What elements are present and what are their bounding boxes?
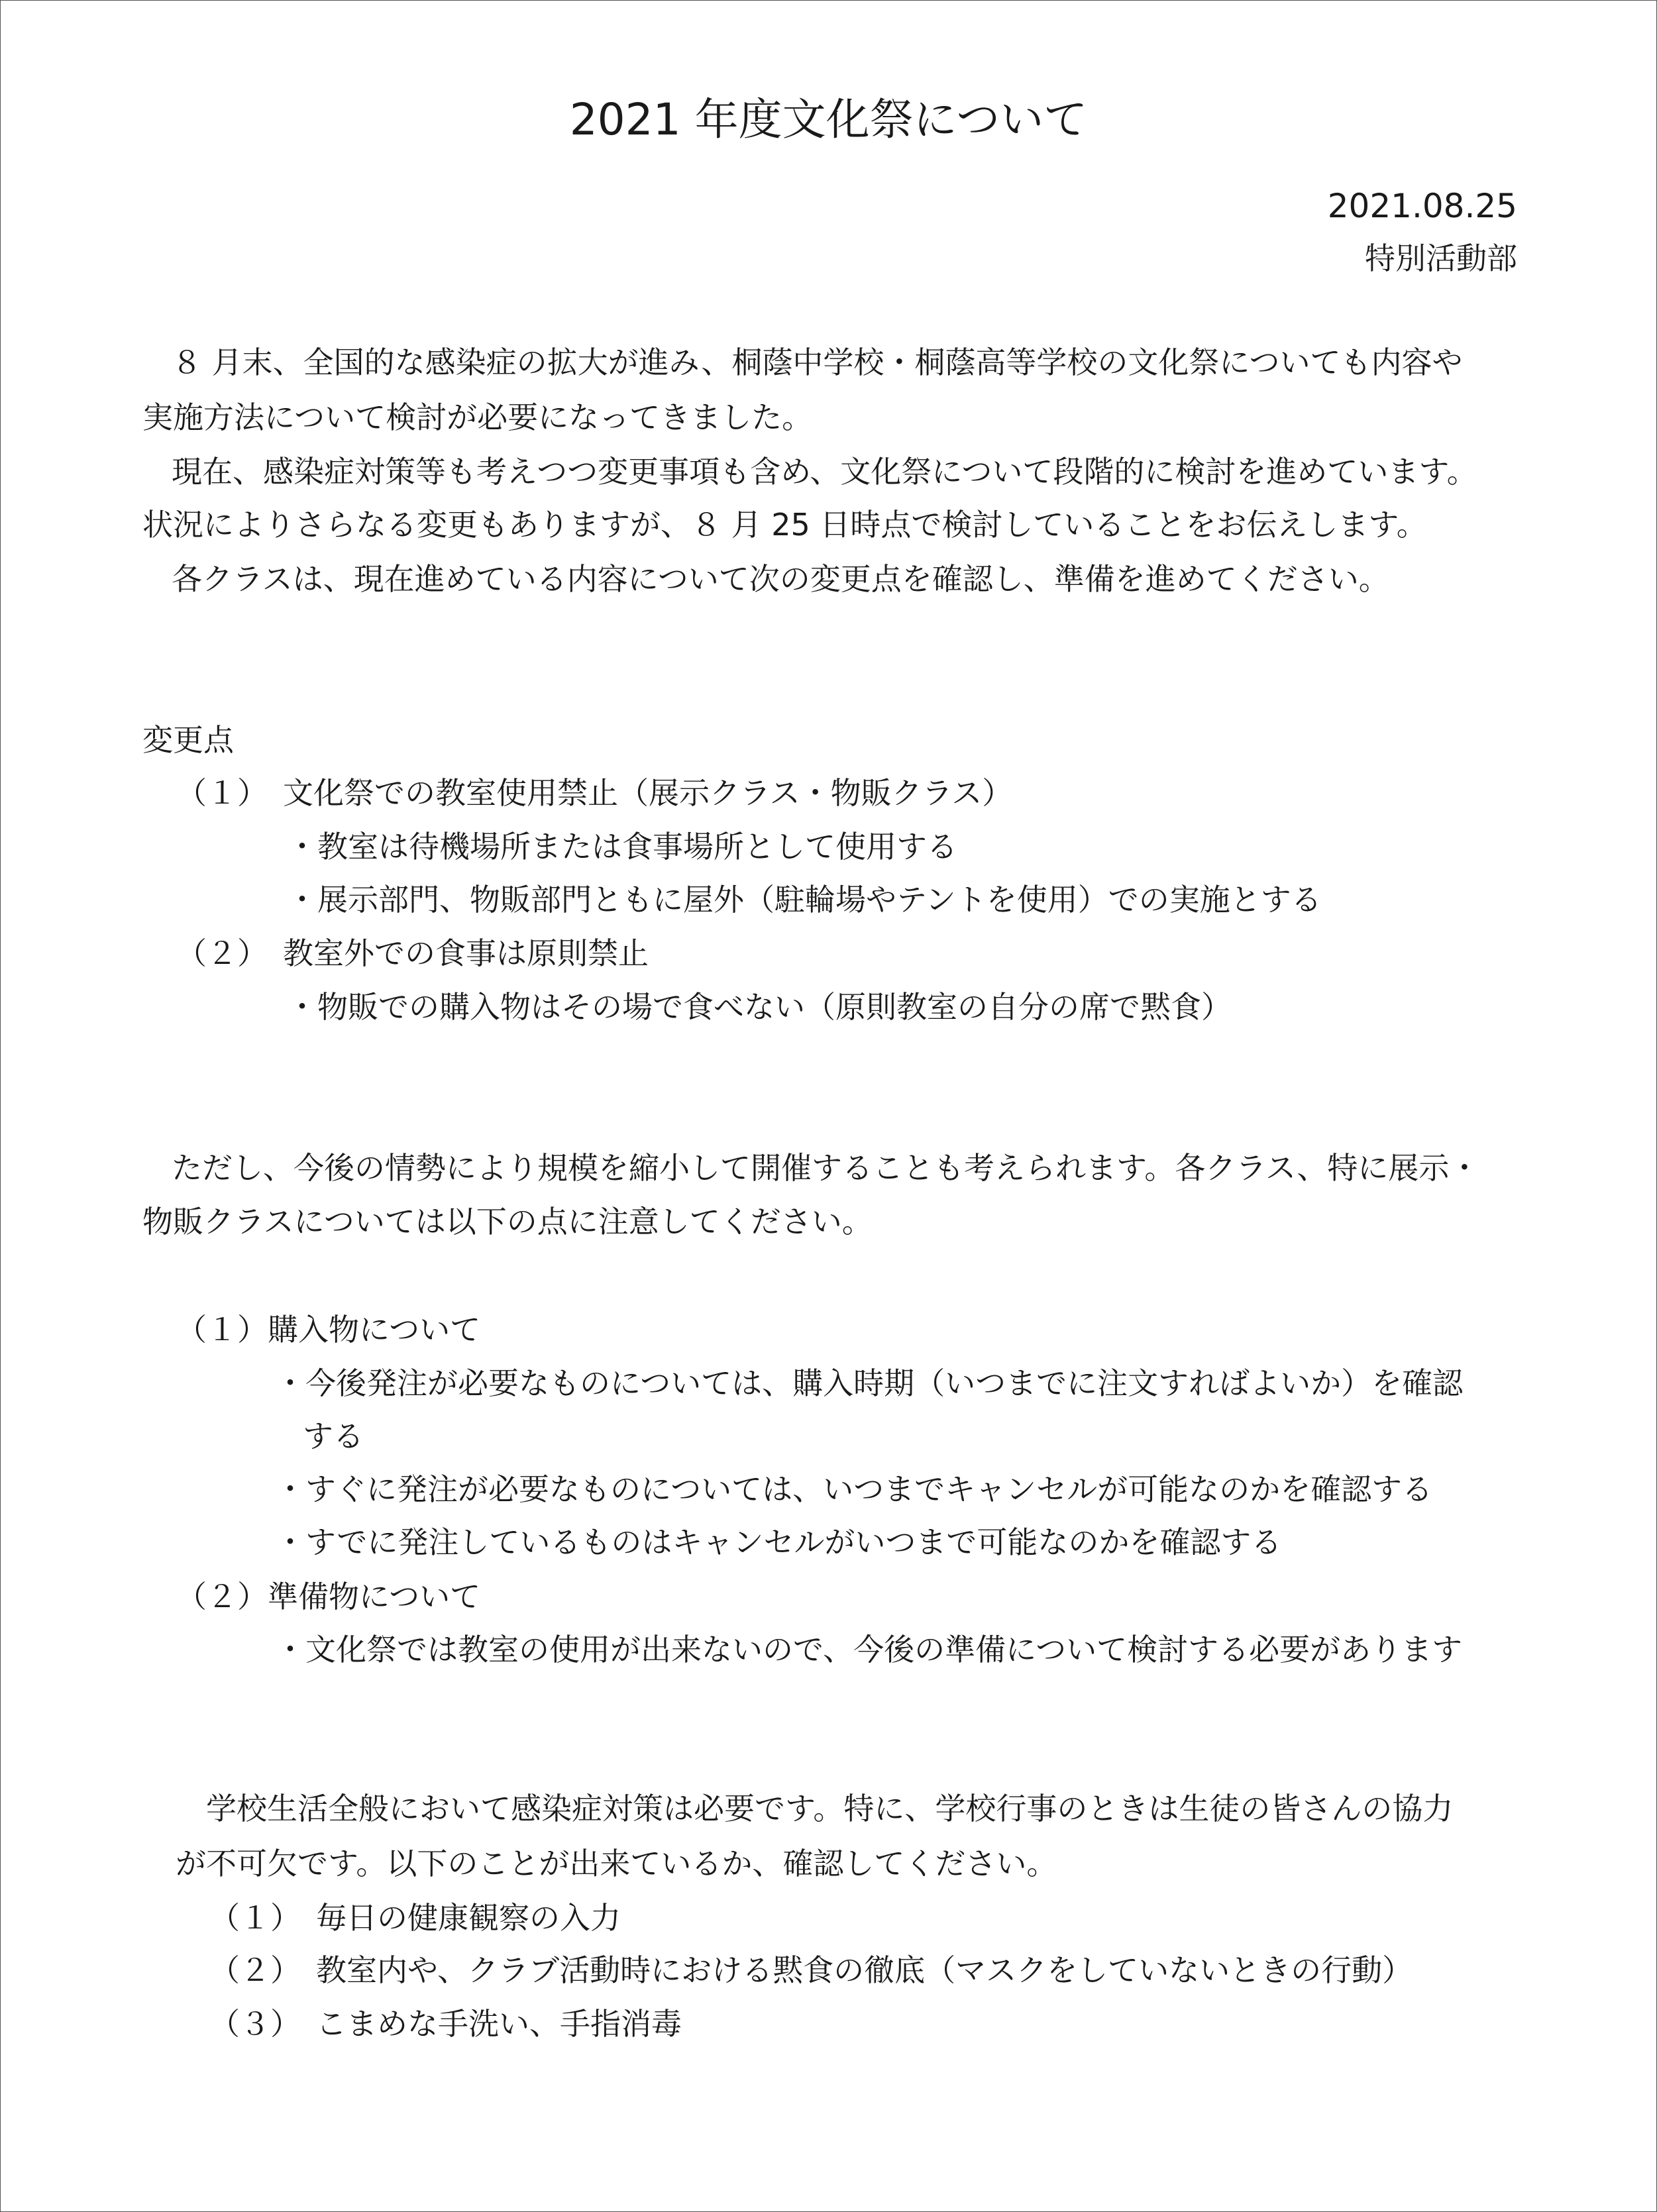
purchase-bullet-continuation: する: [303, 1418, 364, 1454]
intro-line: 各クラスは、現在進めている内容について次の変更点を確認し、準備を進めてください。: [172, 561, 1389, 597]
caution-line: ただし、今後の情勢により規模を縮小して開催することも考えられます。各クラス、特に展示・: [172, 1150, 1480, 1186]
purchase-bullet: ・すでに発注しているものはキャンセルがいつまで可能なのかを確認する: [275, 1524, 1282, 1560]
changes-heading: 変更点: [142, 722, 234, 758]
document-date: 2021.08.25: [1327, 187, 1517, 225]
purchase-bullet: ・すぐに発注が必要なものについては、いつまでキャンセルが可能なのかを確認する: [275, 1471, 1433, 1507]
preparation-label: （２）準備物について: [176, 1579, 481, 1614]
closing-line: 学校生活全般において感染症対策は必要です。特に、学校行事のときは生徒の皆さんの協力: [206, 1791, 1454, 1826]
intro-line: 状況によりさらなる変更もありますが、８ 月 25 日時点で検討していることをお伝えします。: [142, 507, 1427, 543]
change-item-bullet: ・展示部門、物販部門ともに屋外（駐輪場やテントを使用）での実施とする: [287, 882, 1322, 918]
change-item-label: （２） 教室外での食事は原則禁止: [176, 935, 649, 971]
closing-line: が不可欠です。以下のことが出来ているか、確認してください。: [176, 1846, 1057, 1881]
checklist-item: （１） 毎日の健康観察の入力: [209, 1900, 621, 1936]
document-title: 2021 年度文化祭について: [569, 94, 1088, 145]
checklist-item: （２） 教室内や、クラブ活動時における黙食の徹底（マスクをしていないときの行動）: [209, 1952, 1413, 1988]
caution-line: 物販クラスについては以下の点に注意してください。: [142, 1204, 873, 1239]
issuing-department: 特別活動部: [1365, 240, 1517, 276]
purchase-label: （１）購入物について: [176, 1312, 481, 1347]
preparation-bullet: ・文化祭では教室の使用が出来ないので、今後の準備について検討する必要があります: [275, 1632, 1463, 1667]
change-item-bullet: ・物販での購入物はその場で食べない（原則教室の自分の席で黙食）: [287, 989, 1232, 1025]
checklist-item: （３） こまめな手洗い、手指消毒: [209, 2006, 682, 2042]
intro-line: 現在、感染症対策等も考えつつ変更事項も含め、文化祭について段階的に検討を進めています。: [172, 454, 1477, 490]
intro-line: 実施方法について検討が必要になってきました。: [142, 399, 813, 435]
change-item-label: （１） 文化祭での教室使用禁止（展示クラス・物販クラス）: [176, 775, 1013, 811]
purchase-bullet: ・今後発注が必要なものについては、購入時期（いつまでに注文すればよいか）を確認: [275, 1365, 1464, 1401]
change-item-bullet: ・教室は待機場所または食事場所として使用する: [287, 829, 957, 865]
intro-line: ８ 月末、全国的な感染症の拡大が進み、桐蔭中学校・桐蔭高等学校の文化祭についても内容や: [172, 344, 1463, 380]
